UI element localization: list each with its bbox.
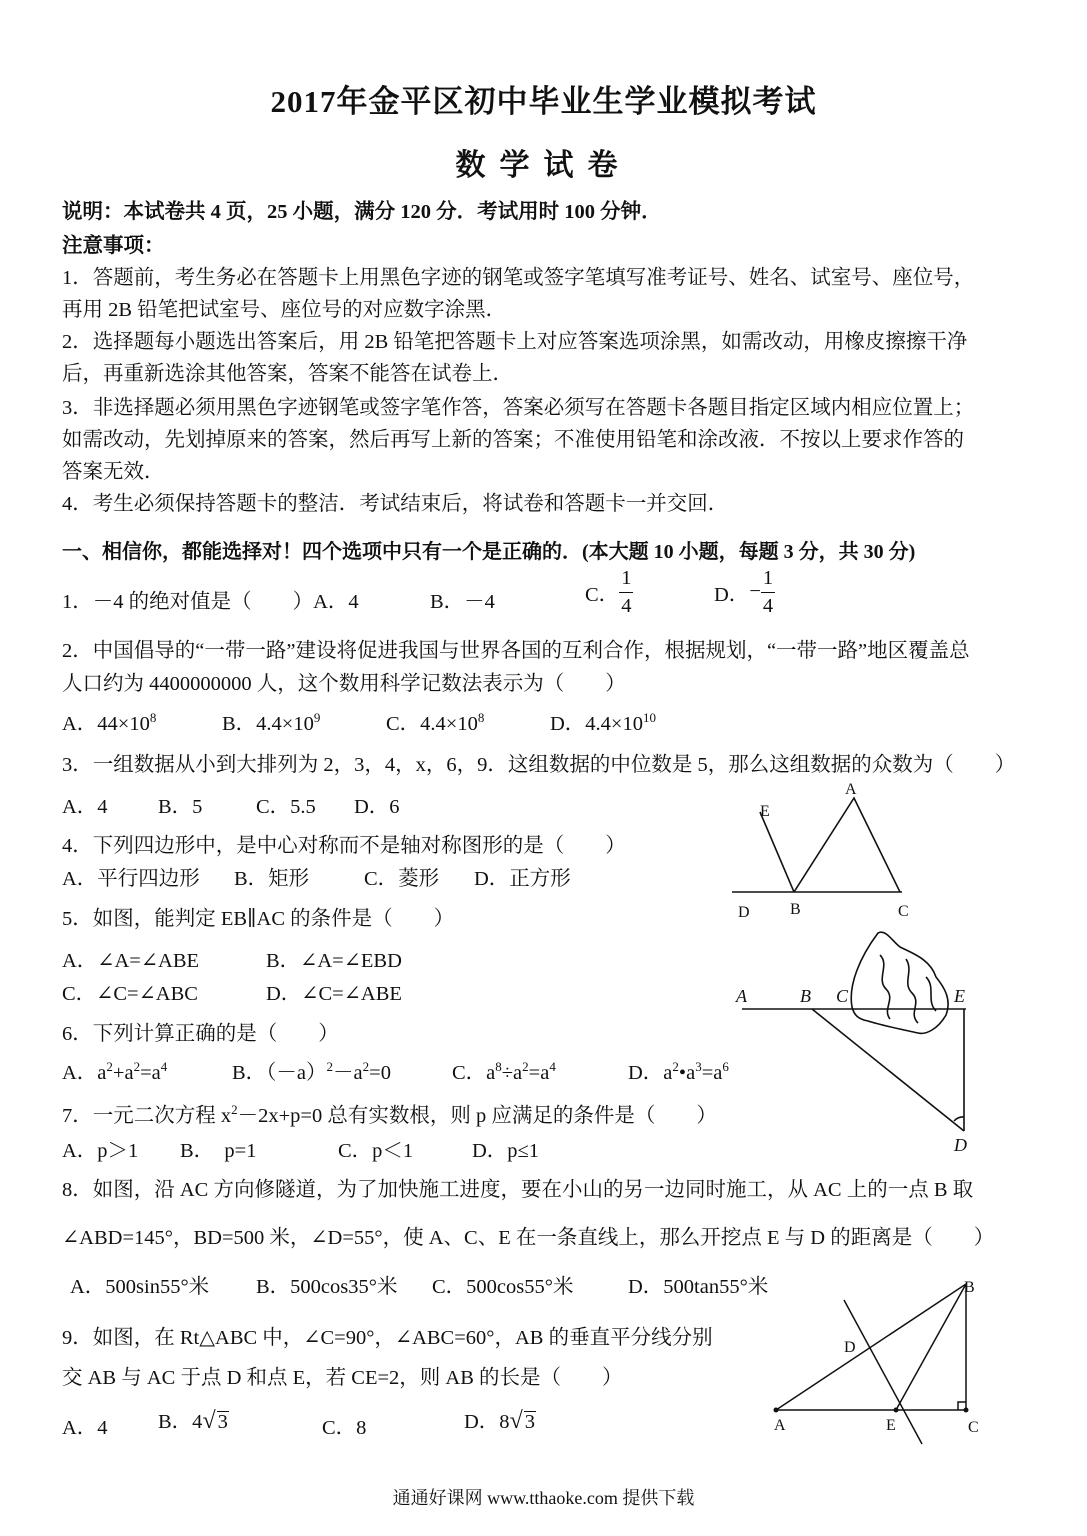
q2-option-a [62,706,156,736]
q4-option-d: D．正方形 [474,868,571,890]
footer-source: 通通好课网 www.tthaoke.com 提供下载 [392,1488,695,1508]
q5-option-b: B．∠A=∠EBD [266,950,402,972]
exponent: 3 [695,1059,702,1075]
q1-d-label: D． [714,584,750,606]
label-c: C [836,986,849,1006]
q9-option-c: C．8 [322,1417,367,1439]
radical-sign: √ [202,1408,216,1434]
note-line: 2．选择题每小题选出答案后，用 2B 铅笔把答题卡上对应答案选项涂黑，如需改动，用橡皮擦擦干净 [62,331,968,353]
q7-stem [62,1098,717,1128]
q3-stem: 3．一组数据从小到大排列为 2，3，4，x，6，9．这组数据的中位数是 5，那么这组数据的众数为（ ） [62,754,1016,776]
point-a [774,1408,779,1413]
option-text: B．4.4×10 [222,713,314,735]
q6-option-c [452,1055,556,1085]
note-line: 再用 2B 铅笔把试室号、座位号的对应数字涂黑． [62,299,507,321]
segment-be [896,1284,966,1410]
notes-title: 注意事项： [62,235,165,257]
exponent: 2 [522,1059,529,1075]
q5-stem: 5．如图，能判定 EB∥AC 的条件是（ ） [62,908,455,930]
q1-c-label: C． [585,584,620,606]
option-text: =a [140,1062,161,1084]
note-line: 4．考生必须保持答题卡的整洁．考试结束后，将试卷和答题卡一并交回． [62,493,729,515]
exponent: 2 [326,1059,334,1075]
fraction-denominator: 4 [762,594,774,617]
q4-stem: 4．下列四边形中，是中心对称而不是轴对称图形的是（ ） [62,835,626,857]
label-b: B [790,901,801,918]
q1-stem: 1．－4 的绝对值是（ ）A．4 [62,591,359,613]
exponent: 9 [313,710,321,726]
q8-stem-line1: 8．如图，沿 AC 方向修隧道，为了加快施工进度，要在小山的另一边同时施工，从 AC 上的一点 B 取 [62,1179,974,1201]
minus-sign: − [749,580,761,603]
label-e: E [886,1417,896,1434]
stem-text: 7．一元二次方程 x [62,1105,232,1127]
option-text: A．44×10 [62,713,150,735]
label-d: D [738,904,750,921]
q4-option-a: A．平行四边形 [62,868,200,890]
option-text: +a [112,1062,134,1084]
fraction [619,568,633,616]
option-text: D．4.4×10 [550,713,643,735]
segment-eb [760,812,794,892]
label-d: D [954,1135,967,1155]
q6-option-b [232,1055,391,1085]
section-heading: 一、相信你，都能选择对！四个选项中只有一个是正确的．(本大题 10 小题，每题 3 分，共 30 分) [62,541,916,563]
note-line: 后，再重新选涂其他答案，答案不能答在试卷上． [62,363,513,385]
label-c: C [968,1419,979,1436]
option-text: =0 [369,1062,391,1084]
q1-option-c [585,568,633,616]
triangle-abc [776,1284,966,1410]
exponent: 4 [160,1059,168,1075]
radicand: 3 [524,1411,535,1433]
mountain-contour [906,959,918,1023]
fraction-numerator: 1 [761,568,775,593]
exam-title: 2017年金平区初中毕业生学业模拟考试 [270,84,817,119]
q6-option-a [62,1055,167,1085]
exponent: 2 [106,1059,113,1075]
label-c: C [898,903,909,920]
q5-option-c: C．∠C=∠ABC [62,983,198,1005]
q7-option-a: A．p＞1 [62,1140,139,1162]
option-text: •a [678,1062,696,1084]
label-b: B [800,986,811,1006]
exponent: 4 [549,1059,556,1075]
label-a: A [845,781,857,798]
exponent: 8 [495,1059,502,1075]
stem-text: －2x+p=0 总有实数根，则 p 应满足的条件是（ ） [237,1105,717,1127]
option-text: ÷a [501,1062,523,1084]
q7-option-b: B． p=1 [180,1140,257,1162]
figure-tunnel [730,925,980,1160]
exponent: 6 [722,1059,729,1075]
label-e: E [760,803,770,820]
option-text: D．8 [464,1411,510,1433]
option-text: A．a [62,1062,107,1084]
q2-option-b [222,706,320,736]
note-line: 3．非选择题必须用黑色字迹钢笔或签字笔作答，答案必须写在答题卡各题目指定区域内相应位置上； [62,397,975,419]
fraction-numerator: 1 [619,568,633,593]
label-e: E [954,986,965,1006]
radical-sign: √ [509,1408,523,1434]
q6-stem: 6．下列计算正确的是（ ） [62,1023,339,1045]
mountain-contour [926,977,936,1011]
option-text: =a [701,1062,723,1084]
note-line: 如需改动，先划掉原来的答案，然后再写上新的答案；不准使用铅笔和涂改液．不按以上要求作答的 [62,429,964,451]
exponent: 2 [231,1102,238,1118]
option-text: C．a [452,1062,496,1084]
label-d: D [844,1339,856,1356]
q9-option-a: A．4 [62,1417,108,1439]
q1-option-b: B．－4 [430,591,495,613]
q3-option-b: B．5 [158,796,203,818]
exponent: 2 [672,1059,679,1075]
exponent: 8 [149,710,157,726]
q5-option-d: D．∠C=∠ABE [266,983,402,1005]
q5-option-a: A．∠A=∠ABE [62,950,200,972]
option-text: B．（－a） [232,1062,327,1084]
q9-stem-line1: 9．如图，在 Rt△ABC 中，∠C=90°，∠ABC=60°，AB 的垂直平分线分别 [62,1327,713,1349]
exam-summary: 说明：本试卷共 4 页，25 小题，满分 120 分．考试用时 100 分钟． [62,201,662,223]
exponent: 2 [362,1059,370,1075]
option-text: －a [333,1062,363,1084]
triangle-abc [794,798,900,892]
label-a: A [774,1417,786,1434]
note-line: 1．答题前，考生务必在答题卡上用黑色字迹的钢笔或签字笔填写准考证号、姓名、试室号、座位号， [62,267,975,289]
label-a: A [736,986,747,1006]
q8-stem-line2: ∠ABD=145°，BD=500 米，∠D=55°，使 A、C、E 在一条直线上，那么开挖点 E 与 D 的距离是（ ） [62,1227,995,1249]
q9-stem-line2: 交 AB 与 AC 于点 D 和点 E，若 CE=2，则 AB 的长是（ ） [62,1367,623,1389]
figure-parallel-lines [720,770,920,930]
q4-option-c: C．菱形 [364,868,440,890]
q9-option-b [158,1404,229,1435]
mountain-outline [851,932,948,1033]
q4-option-b: B．矩形 [234,868,310,890]
exponent: 8 [477,710,485,726]
option-text: =a [528,1062,550,1084]
point-e [894,1408,899,1413]
q8-option-d: D．500tan55°米 [628,1276,769,1298]
paper-subtitle: 数学试卷 [455,149,632,182]
angle-mark-d [954,1117,964,1121]
q7-option-d: D．p≤1 [472,1140,540,1162]
figure-right-triangle [760,1272,990,1452]
q2-option-c [386,706,484,736]
q2-stem-line2: 人口约为 4400000000 人，这个数用科学记数法表示为（ ） [62,673,626,695]
fraction-denominator: 4 [621,594,632,617]
exponent: 10 [643,710,656,726]
note-line: 答案无效． [62,461,165,483]
q3-option-d: D．6 [354,796,400,818]
exponent: 2 [133,1059,141,1075]
q2-stem-line1: 2．中国倡导的“一带一路”建设将促进我国与世界各国的互利合作，根据规划，“一带一路”地区覆盖总 [62,640,970,662]
label-b: B [964,1279,975,1296]
segment-bd [812,1009,964,1131]
q2-option-d [550,706,656,736]
q7-option-c: C．p＜1 [338,1140,414,1162]
q9-option-d [464,1404,536,1435]
fraction [761,568,775,616]
option-text: B．4 [158,1411,203,1433]
option-text: C．4.4×10 [386,713,478,735]
q3-option-c: C．5.5 [256,796,316,818]
radicand: 3 [217,1411,228,1433]
q3-option-a: A．4 [62,796,108,818]
q8-option-c: C．500cos55°米 [432,1276,574,1298]
point-c [964,1408,969,1413]
option-text: D．a [628,1062,673,1084]
q8-option-a: A．500sin55°米 [70,1276,210,1298]
q6-option-d [628,1055,729,1085]
q8-option-b: B．500cos35°米 [256,1276,398,1298]
q1-option-d [714,568,775,616]
